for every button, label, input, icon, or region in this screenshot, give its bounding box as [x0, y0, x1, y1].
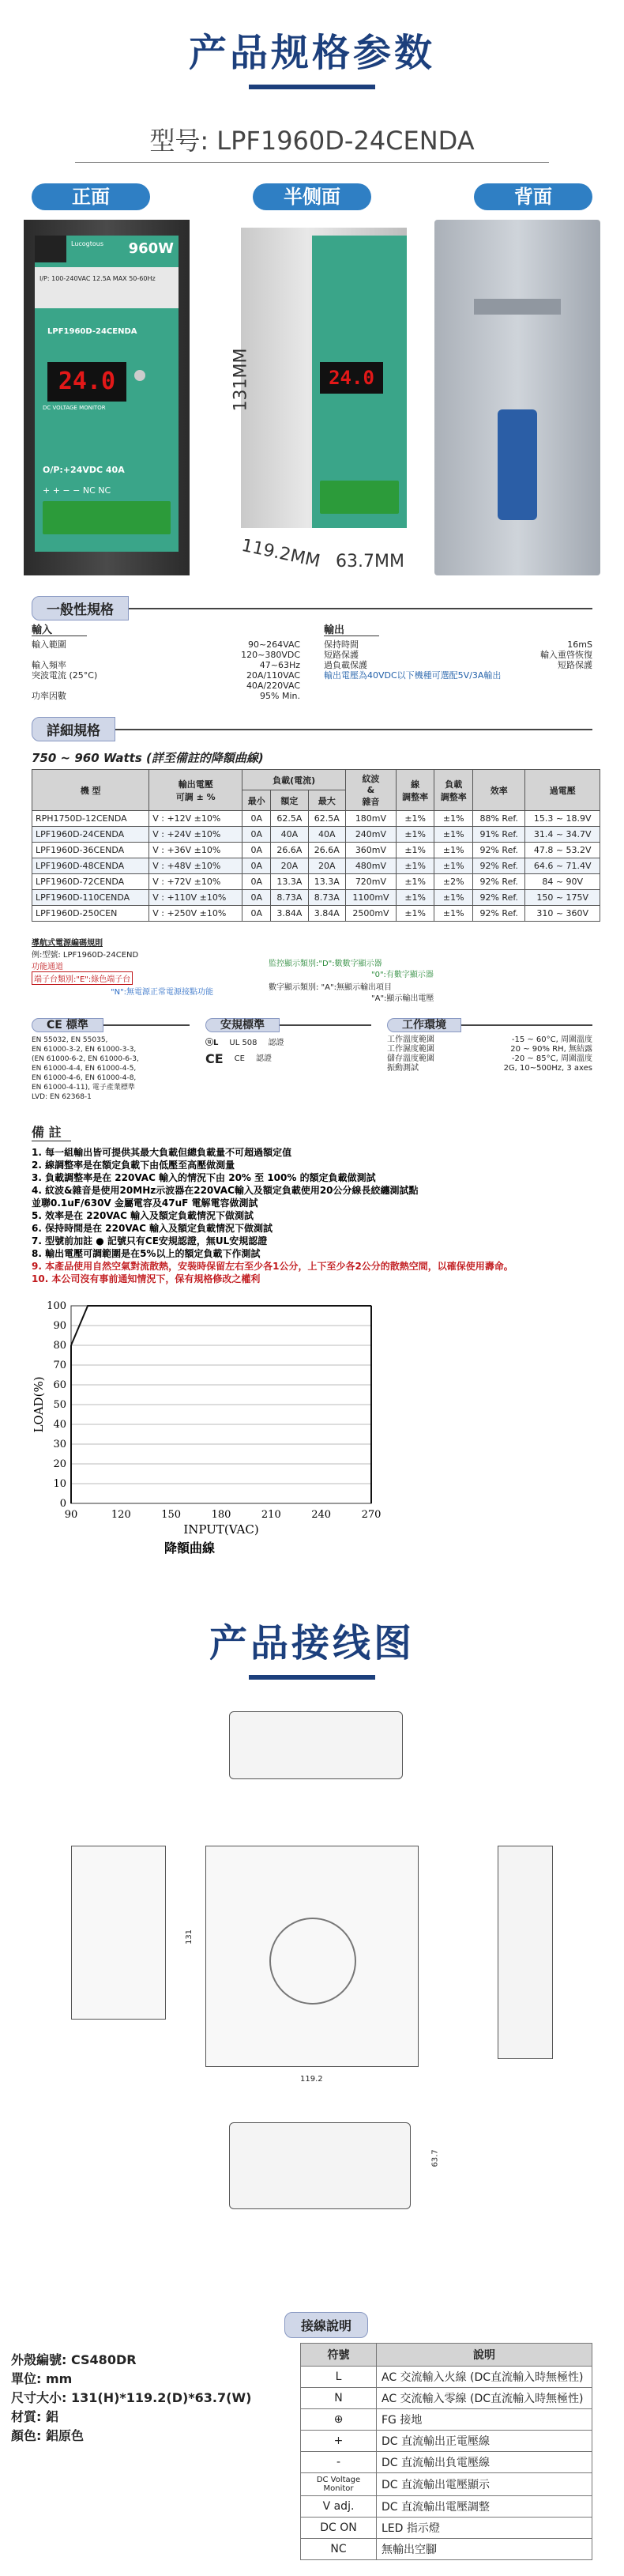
y-tick-label: 100 — [47, 1300, 66, 1312]
table-cell: 92% Ref. — [473, 890, 525, 906]
note-item: 6. 保持時間是在 220VAC 輸入及額定負載情況下做測試 — [32, 1223, 273, 1234]
pin-desc: AC 交流輸入零線 (DC直流輸入時無極性) — [377, 2388, 592, 2409]
table-cell: 62.5A — [308, 811, 345, 827]
table-cell: 150 ~ 175V — [525, 890, 600, 906]
case-info-value: : 鋁 — [36, 2409, 58, 2424]
env-row-value: -20 ~ 85°C, 周圍溫度 — [511, 1054, 592, 1063]
table-cell: 20A — [271, 858, 308, 874]
env-row-value: 2G, 10~500Hz, 3 axes — [503, 1064, 592, 1073]
pin-row — [301, 2473, 592, 2496]
y-tick-label: 60 — [53, 1379, 66, 1391]
naming-rule: 導航式電源編碼規則 例:型號: LPF1960D-24CEND 功能通道 端子台類別:"E":綠色端子台 "N":無電源正常電源接點功能 監控顯示類別:"D":數數字顯示器 "0":有數字顯示器 數字顯示類別: "A":無顯示輸出項目 "A":顯示輸出電壓 — [32, 939, 434, 1003]
note-item: 9. 本產品使用自然空氣對流散熱，安裝時保留左右至少各1公分，上下至少各2公分的散熱空間，以確保使用壽命。 — [32, 1261, 513, 1272]
wiring-title: 产品接线图 — [209, 1621, 415, 1665]
pin-symbol: L — [301, 2367, 377, 2388]
mount-rail — [474, 299, 561, 315]
table-cell: 0A — [242, 906, 271, 922]
width-dim: 119.2MM — [239, 535, 322, 572]
front-view-drawing — [498, 1846, 553, 2059]
view-back-tab: 背面 — [474, 183, 592, 210]
case-info-value: : CS480DR — [62, 2352, 137, 2367]
table-cell: 62.5A — [271, 811, 308, 827]
pin-symbol: DC ON — [301, 2518, 377, 2539]
view-side-tab: 半侧面 — [253, 183, 371, 210]
table-cell: 40A — [271, 827, 308, 843]
derating-chart — [32, 1298, 395, 1559]
product-photos — [0, 220, 624, 591]
pin-desc: FG 接地 — [377, 2409, 592, 2431]
table-cell: V : +24V ±10% — [149, 827, 242, 843]
table-cell: 64.6 ~ 71.4V — [525, 858, 600, 874]
input-row — [32, 639, 300, 660]
case-info-key: 外殼編號 — [11, 2352, 62, 2367]
y-tick-label: 10 — [53, 1478, 66, 1490]
din-clip — [498, 409, 537, 520]
note-item: 1. 每一組輸出皆可提供其最大負載但總負載量不可超過額定值 — [32, 1147, 292, 1158]
table-cell: ±1% — [434, 811, 473, 827]
table-cell: 92% Ref. — [473, 858, 525, 874]
input-row — [32, 691, 300, 701]
note-item: 7. 型號前加註 ● 記號只有CE安規認證，無UL安規認證 — [32, 1235, 268, 1247]
table-cell: ±1% — [434, 906, 473, 922]
pin-desc: LED 指示燈 — [377, 2518, 592, 2539]
table-cell: LPF1960D-250CEN — [32, 906, 149, 922]
wiring-title-underline — [249, 1675, 375, 1680]
back-plate — [434, 220, 600, 575]
case-info-key: 材質 — [11, 2409, 37, 2424]
case-info-value: : 131(H)*119.2(D)*63.7(W) — [62, 2390, 252, 2405]
table-cell: ±1% — [396, 843, 434, 858]
output-label: O/P:+24VDC 40A — [43, 465, 125, 475]
table-cell: 26.6A — [308, 843, 345, 858]
terminal-labels: + + − − NC NC — [43, 485, 111, 496]
output-row-key: 保持時間 — [324, 639, 359, 650]
table-cell: 310 ~ 360V — [525, 906, 600, 922]
depth-dim: 63.7MM — [336, 552, 404, 571]
case-info-row — [11, 2370, 251, 2389]
brand-logo — [35, 236, 66, 262]
chart-title: 降額曲線 — [164, 1541, 216, 1556]
table-cell: 92% Ref. — [473, 874, 525, 890]
y-tick-label: 30 — [53, 1439, 66, 1450]
pin-desc: DC 直流輸出負電壓線 — [377, 2452, 592, 2473]
table-row — [32, 811, 600, 827]
side-view-drawing — [205, 1846, 419, 2067]
v-adj-knob[interactable] — [134, 370, 145, 381]
table-cell: 92% Ref. — [473, 906, 525, 922]
notes-list — [0, 1146, 624, 1285]
case-info-key: 尺寸大小 — [11, 2390, 62, 2405]
table-cell: ±1% — [434, 827, 473, 843]
note-item: 3. 負載調整率是在 220VAC 輸入的情況下由 20% 至 100% 的額定負載做測試 — [32, 1172, 376, 1183]
case-info-key: 顏色 — [11, 2428, 37, 2443]
env-row-key: 工作濕度範圍 — [387, 1045, 434, 1054]
case-info-key: 單位 — [11, 2371, 37, 2386]
table-cell: ±2% — [434, 874, 473, 890]
table-cell: 8.73A — [271, 890, 308, 906]
output-row-value: 16mS — [567, 639, 592, 650]
pin-desc: 無輸出空腳 — [377, 2539, 592, 2560]
pin-symbol: + — [301, 2431, 377, 2452]
pin-row — [301, 2409, 592, 2431]
env-row-key: 振動測試 — [387, 1064, 419, 1073]
output-row — [324, 660, 592, 670]
env-row — [387, 1045, 592, 1054]
output-row-key: 過負載保護 — [324, 660, 367, 670]
table-cell: ±1% — [396, 827, 434, 843]
output-row — [324, 650, 592, 660]
pin-row — [301, 2496, 592, 2518]
env-row — [387, 1054, 592, 1064]
output-row-value: 輸入重啓恢復 — [540, 650, 592, 660]
env-row-key: 儲存溫度範圍 — [387, 1054, 434, 1063]
title-underline — [249, 85, 375, 89]
table-cell: ±1% — [434, 858, 473, 874]
input-row-value: 20A/110VAC 40A/220VAC — [246, 670, 300, 691]
table-cell: LPF1960D-48CENDA — [32, 858, 149, 874]
drawings — [0, 1695, 624, 2312]
wiring-section — [0, 2343, 624, 2560]
table-cell: 92% Ref. — [473, 843, 525, 858]
table-cell: 91% Ref. — [473, 827, 525, 843]
table-cell: 2500mV — [346, 906, 397, 922]
table-cell: 0A — [242, 843, 271, 858]
spec-table: 機 型 輸出電壓 可調 ± % 負載(電流) 紋波 & 雜音 線 調整率 負載 調整率 效率 過電壓 最小 額定 最大 RPH1750D-12CENDA V : +12V ±10% 0A 62.5A 62.5A 180mV ±1% ±1% 88% Ref. 15.3 ~ 18.9V LPF1960D-24CENDA V : +24V ±10% 0A 40A 40A 240mV ±1% ±1% 91% Ref. 31.4 ~ 34.7V LPF1960D-36CENDA V : +36V ±10% 0A 26.6A 26.6A 360mV ±1% ±1% 92% Ref. 47.8 ~ 53.2V LPF1960D-48CENDA V : +48V ±10% 0A 20A 20A 480mV ±1% ±1% 92% Ref. 64.6 ~ 71.4V LPF1960D-72CENDA V : +72V ±10% 0A 13.3A 13.3A 720mV ±1% ±2% 92% Ref. 84 ~ 90V LPF1960D-110CENDA V : +110V ±10% 0A 8.73A 8.73A 1100mV ±1% ±1% 92% Ref. 150 ~ 175V LPF1960D-250CEN V : +250V ±10% 0A 3.84A 3.84A 2500mV ±1% ±1% 92% Ref. 310 ~ 360V — [32, 769, 600, 922]
wiring-header: 接線說明 — [284, 2312, 624, 2338]
input-spec: 輸入 輸入範圍 90~264VAC 120~380VDC 輸入頻率 47~63Hz 突波電流 (25°C) 20A/110VAC 40A/220VAC 功率因數 95% Min. — [32, 624, 300, 701]
note-item: 10. 本公司沒有事前通知情況下，保有規格修改之權利 — [32, 1273, 261, 1284]
table-cell: V : +110V ±10% — [149, 890, 242, 906]
case-info-row — [11, 2389, 251, 2408]
view-front-tab: 正面 — [32, 183, 150, 210]
output-terminal-block — [43, 501, 171, 534]
note-item: 2. 線調整率是在額定負載下由低壓至高壓做測量 — [32, 1160, 235, 1171]
table-cell: ±1% — [396, 874, 434, 890]
y-tick-label: 90 — [53, 1320, 66, 1332]
general-spec-header: 一般性規格 — [32, 596, 624, 620]
general-spec — [0, 625, 624, 701]
pin-row — [301, 2452, 592, 2473]
table-cell: RPH1750D-12CENDA — [32, 811, 149, 827]
table-cell: ±1% — [434, 890, 473, 906]
table-cell: 3.84A — [271, 906, 308, 922]
case-info-row — [11, 2427, 251, 2446]
input-row-key: 突波電流 (25°C) — [32, 670, 98, 681]
table-row — [32, 906, 600, 922]
notes-header: 備 註 — [32, 1122, 71, 1141]
x-tick-label: 90 — [64, 1509, 78, 1521]
input-row-value: 90~264VAC 120~380VDC — [241, 639, 300, 660]
x-tick-label: 120 — [111, 1509, 131, 1521]
table-cell: 0A — [242, 811, 271, 827]
table-cell: 1100mV — [346, 890, 397, 906]
note-item: 並聯0.1uF/630V 金屬電容及47uF 電解電容做測試 — [32, 1197, 258, 1209]
table-cell: 3.84A — [308, 906, 345, 922]
table-cell: 31.4 ~ 34.7V — [525, 827, 600, 843]
output-row-value: 短路保護 — [558, 660, 592, 670]
table-cell: 13.3A — [308, 874, 345, 890]
input-row-key: 輸入頻率 — [32, 660, 66, 670]
case-info-row — [11, 2408, 251, 2427]
table-cell: 8.73A — [308, 890, 345, 906]
table-cell: ±1% — [396, 811, 434, 827]
table-cell: V : +48V ±10% — [149, 858, 242, 874]
case-info-row — [11, 2351, 251, 2370]
input-row — [32, 660, 300, 670]
pin-row — [301, 2388, 592, 2409]
env-row-key: 工作溫度範圍 — [387, 1035, 434, 1044]
derating-chart-svg — [32, 1298, 395, 1559]
back-photo — [427, 220, 608, 583]
table-cell: 0A — [242, 858, 271, 874]
table-cell: 0A — [242, 890, 271, 906]
table-cell: 0A — [242, 874, 271, 890]
y-tick-label: 40 — [53, 1419, 66, 1431]
env-row-value: -15 ~ 60°C, 周圍溫度 — [511, 1035, 592, 1044]
view-tabs — [0, 183, 624, 210]
note-item: 8. 輸出電壓可調範圍是在5%以上的額定負載下作測試 — [32, 1248, 261, 1259]
input-label: I/P: 100-240VAC 12.5A MAX 50-60Hz — [35, 267, 179, 308]
y-axis-label: LOAD(%) — [32, 1376, 46, 1433]
output-note: 輸出電壓為40VDC以下機種可選配5V/3A輸出 — [324, 670, 502, 681]
table-cell: LPF1960D-110CENDA — [32, 890, 149, 906]
wattage-label: 960W — [128, 240, 174, 257]
pin-symbol: DC Voltage Monitor — [301, 2473, 377, 2496]
note-item: 4. 紋波&雜音是使用20MHz示波器在220VAC輸入及額定負載使用20公分線長絞纏測試點 — [32, 1185, 419, 1196]
ul-cert: ⓤL UL 508 認證 — [205, 1039, 284, 1047]
pin-symbol: - — [301, 2452, 377, 2473]
page-title: 产品规格参数 — [188, 31, 435, 75]
pin-symbol: NC — [301, 2539, 377, 2560]
ce-standard-list: EN 55032, EN 55035, EN 61000-3-2, EN 61000-3-3, (EN 61000-6-2, EN 61000-6-3, EN 61000-4-4, EN 61000-4-5, EN 61000-4-6, EN 61000-4-8, EN 61000-4-11), 電子產業標準 LVD: EN 62368-1 — [32, 1036, 139, 1101]
table-cell: 240mV — [346, 827, 397, 843]
table-cell: 360mV — [346, 843, 397, 858]
top-view-drawing — [229, 1711, 403, 1779]
x-tick-label: 240 — [311, 1509, 332, 1521]
table-cell: LPF1960D-24CENDA — [32, 827, 149, 843]
table-cell: ±1% — [396, 906, 434, 922]
table-cell: V : +72V ±10% — [149, 874, 242, 890]
table-row — [32, 827, 600, 843]
y-tick-label: 50 — [53, 1399, 66, 1411]
bottom-view-drawing — [229, 2122, 411, 2209]
input-row — [32, 670, 300, 691]
y-tick-label: 0 — [59, 1498, 66, 1510]
x-axis-label: INPUT(VAC) — [183, 1522, 259, 1537]
table-cell: 47.8 ~ 53.2V — [525, 843, 600, 858]
table-cell: 720mV — [346, 874, 397, 890]
pin-row — [301, 2431, 592, 2452]
table-cell: ±1% — [396, 858, 434, 874]
led-display: 24.0 — [47, 362, 126, 402]
input-row-key: 輸入範圍 — [32, 639, 66, 650]
table-cell: V : +12V ±10% — [149, 811, 242, 827]
device-model: LPF1960D-24CENDA — [47, 327, 137, 336]
output-row-key: 短路保護 — [324, 650, 359, 660]
side-photo — [209, 220, 415, 583]
ul-icon: ⓤL — [205, 1039, 219, 1047]
table-cell: 480mV — [346, 858, 397, 874]
table-cell: V : +250V ±10% — [149, 906, 242, 922]
table-cell: LPF1960D-72CENDA — [32, 874, 149, 890]
table-row — [32, 874, 600, 890]
pin-desc: AC 交流輸入火線 (DC直流輸入時無極性) — [377, 2367, 592, 2388]
pin-symbol: ⊕ — [301, 2409, 377, 2431]
y-tick-label: 20 — [53, 1458, 66, 1470]
watts-line: 750 ~ 960 Watts (詳至備註的降額曲線) — [32, 751, 264, 765]
table-cell: LPF1960D-36CENDA — [32, 843, 149, 858]
standards-row: CE 標準 EN 55032, EN 55035, EN 61000-3-2, EN 61000-3-3, (EN 61000-6-2, EN 61000-6-3, EN 61000-4-4, EN 61000-4-5, EN 61000-4-6, EN 61000-4-8, EN 61000-4-11), 電子產業標準 LVD: EN 62368-1 安規標準 ⓤL UL 508 認證 CE CE 認證 工作環境 工作溫度範圍 -15 ~ 60°C, 周圍溫度 工作濕度範圍 20 ~ 90% RH, 無結露 儲存溫度範圍 -20 ~ 85°C, 周圍溫度 振動測試 2G, 10~500Hz, 3 axes — [32, 1019, 592, 1101]
pin-row — [301, 2518, 592, 2539]
pin-row — [301, 2539, 592, 2560]
table-cell: ±1% — [396, 890, 434, 906]
x-tick-label: 150 — [161, 1509, 182, 1521]
back-view-drawing — [71, 1846, 166, 2020]
model-underline — [75, 162, 549, 163]
note-item: 5. 效率是在 220VAC 輸入及額定負載情況下做測試 — [32, 1210, 254, 1221]
table-cell: 40A — [308, 827, 345, 843]
monitor-label: DC VOLTAGE MONITOR — [43, 405, 106, 411]
ce-cert: CE CE 認證 — [205, 1051, 272, 1066]
table-cell: ±1% — [434, 843, 473, 858]
table-cell: 0A — [242, 827, 271, 843]
side-terminal — [320, 481, 399, 514]
pin-row — [301, 2367, 592, 2388]
ce-icon: CE — [205, 1051, 224, 1066]
width-dim-text: 119.2 — [300, 2075, 323, 2084]
pin-table: 符號 說明 L AC 交流輸入火線 (DC直流輸入時無極性) N AC 交流輸入零線 (DC直流輸入時無極性) ⊕ FG 接地 + DC 直流輸出正電壓線 - DC 直流輸出負電壓線 DC Voltage Monitor DC 直流輸出電壓顯示 V adj. DC 直流輸出電壓調整 DC ON LED 指示燈 NC 無輸出空腳 — [300, 2343, 592, 2560]
side-led: 24.0 — [320, 362, 383, 394]
table-cell: 88% Ref. — [473, 811, 525, 827]
table-cell: 180mV — [346, 811, 397, 827]
detail-spec-header: 詳細規格 — [32, 717, 624, 741]
x-tick-label: 180 — [211, 1509, 231, 1521]
x-tick-label: 270 — [361, 1509, 382, 1521]
model-label: 型号: LPF1960D-24CENDA — [149, 126, 475, 156]
pin-desc: DC 直流輸出正電壓線 — [377, 2431, 592, 2452]
y-tick-label: 70 — [53, 1360, 66, 1371]
table-row — [32, 890, 600, 906]
case-info-value: : mm — [36, 2371, 73, 2386]
case-info — [11, 2351, 251, 2446]
fan-icon — [269, 1918, 356, 2005]
env-row — [387, 1035, 592, 1045]
height-dim-text: 131 — [185, 1929, 194, 1945]
pin-symbol: V adj. — [301, 2496, 377, 2518]
table-cell: 15.3 ~ 18.9V — [525, 811, 600, 827]
table-cell: 84 ~ 90V — [525, 874, 600, 890]
pin-desc: DC 直流輸出電壓顯示 — [377, 2473, 592, 2496]
input-row-value: 95% Min. — [260, 691, 300, 701]
table-row — [32, 843, 600, 858]
depth-dim-text: 63.7 — [430, 2149, 440, 2167]
table-cell: 26.6A — [271, 843, 308, 858]
table-cell: V : +36V ±10% — [149, 843, 242, 858]
env-row-value: 20 ~ 90% RH, 無結露 — [510, 1045, 592, 1054]
pin-symbol: N — [301, 2388, 377, 2409]
height-dim: 131MM — [231, 348, 251, 412]
case-info-value: : 鋁原色 — [36, 2428, 84, 2443]
front-photo — [16, 220, 197, 583]
y-tick-label: 80 — [53, 1340, 66, 1352]
table-row — [32, 858, 600, 874]
table-cell: 13.3A — [271, 874, 308, 890]
table-cell: 20A — [308, 858, 345, 874]
output-spec: 輸出 保持時間 16mS 短路保護 輸入重啓恢復 過負載保護 短路保護 輸出電壓為40VDC以下機種可選配5V/3A輸出 — [324, 624, 592, 681]
output-row — [324, 639, 592, 650]
input-row-key: 功率因數 — [32, 691, 66, 701]
x-tick-label: 210 — [261, 1509, 281, 1521]
brand-name: Lucogtous — [71, 240, 104, 247]
env-row — [387, 1064, 592, 1073]
pin-desc: DC 直流輸出電壓調整 — [377, 2496, 592, 2518]
input-row-value: 47~63Hz — [259, 660, 300, 670]
